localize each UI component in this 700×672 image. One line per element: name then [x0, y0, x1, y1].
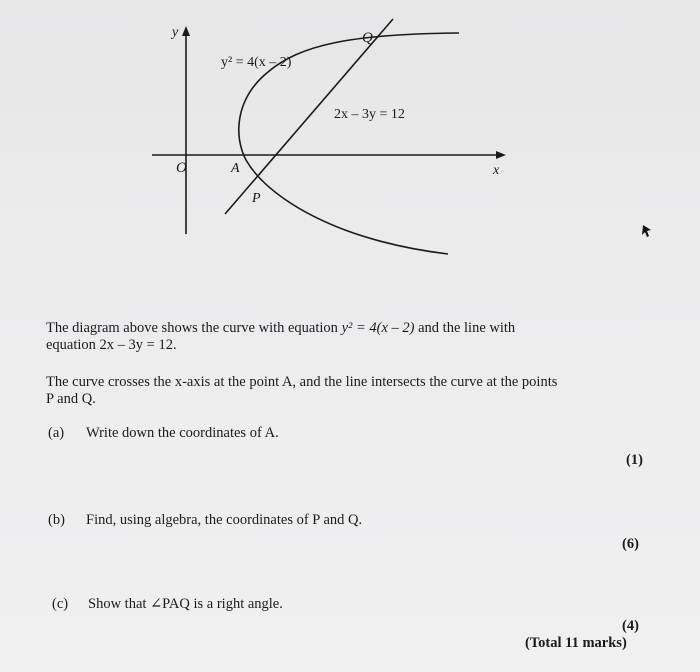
origin-label: O: [176, 160, 187, 176]
intro-curve-equation: y² = 4(x – 2): [341, 320, 415, 336]
intro-crossing-text: The curve crosses the x-axis at the point A, and the line intersects the curve at the points: [46, 374, 558, 390]
part-a-label: (a): [48, 425, 65, 441]
x-axis-label: x: [493, 163, 500, 178]
y-axis-arrow: [182, 26, 190, 36]
curve-equation-label: y² = 4(x – 2): [221, 55, 292, 70]
line-equation-label: 2x – 3y = 12: [334, 107, 405, 122]
part-a-marks: (1): [626, 452, 643, 468]
mouse-cursor-icon: [641, 224, 653, 238]
part-b-marks: (6): [622, 536, 639, 552]
point-p-label: P: [252, 191, 261, 206]
part-b-label: (b): [48, 512, 65, 528]
curve-line-diagram: [0, 0, 700, 300]
point-q-label: Q: [362, 30, 373, 46]
point-a-label: A: [231, 161, 240, 176]
x-axis-arrow: [496, 151, 506, 159]
intro-paragraph-1: [46, 320, 626, 354]
intro-text-start: The diagram above shows the curve with equation: [46, 320, 342, 336]
intro-points-text: P and Q.: [46, 391, 96, 407]
part-a-question: Write down the coordinates of A.: [86, 425, 279, 441]
y-axis-label: y: [172, 25, 179, 40]
part-c-label: (c): [52, 596, 69, 612]
intro-text-end: and the line with: [414, 320, 516, 336]
part-b-question: Find, using algebra, the coordinates of P and Q.: [86, 512, 363, 528]
part-c-question: Show that ∠PAQ is a right angle.: [88, 596, 283, 612]
total-marks: (Total 11 marks): [525, 635, 627, 651]
intro-line-equation: equation 2x – 3y = 12.: [46, 337, 177, 353]
intro-paragraph-2: [46, 374, 626, 408]
part-c-marks: (4): [622, 618, 639, 634]
